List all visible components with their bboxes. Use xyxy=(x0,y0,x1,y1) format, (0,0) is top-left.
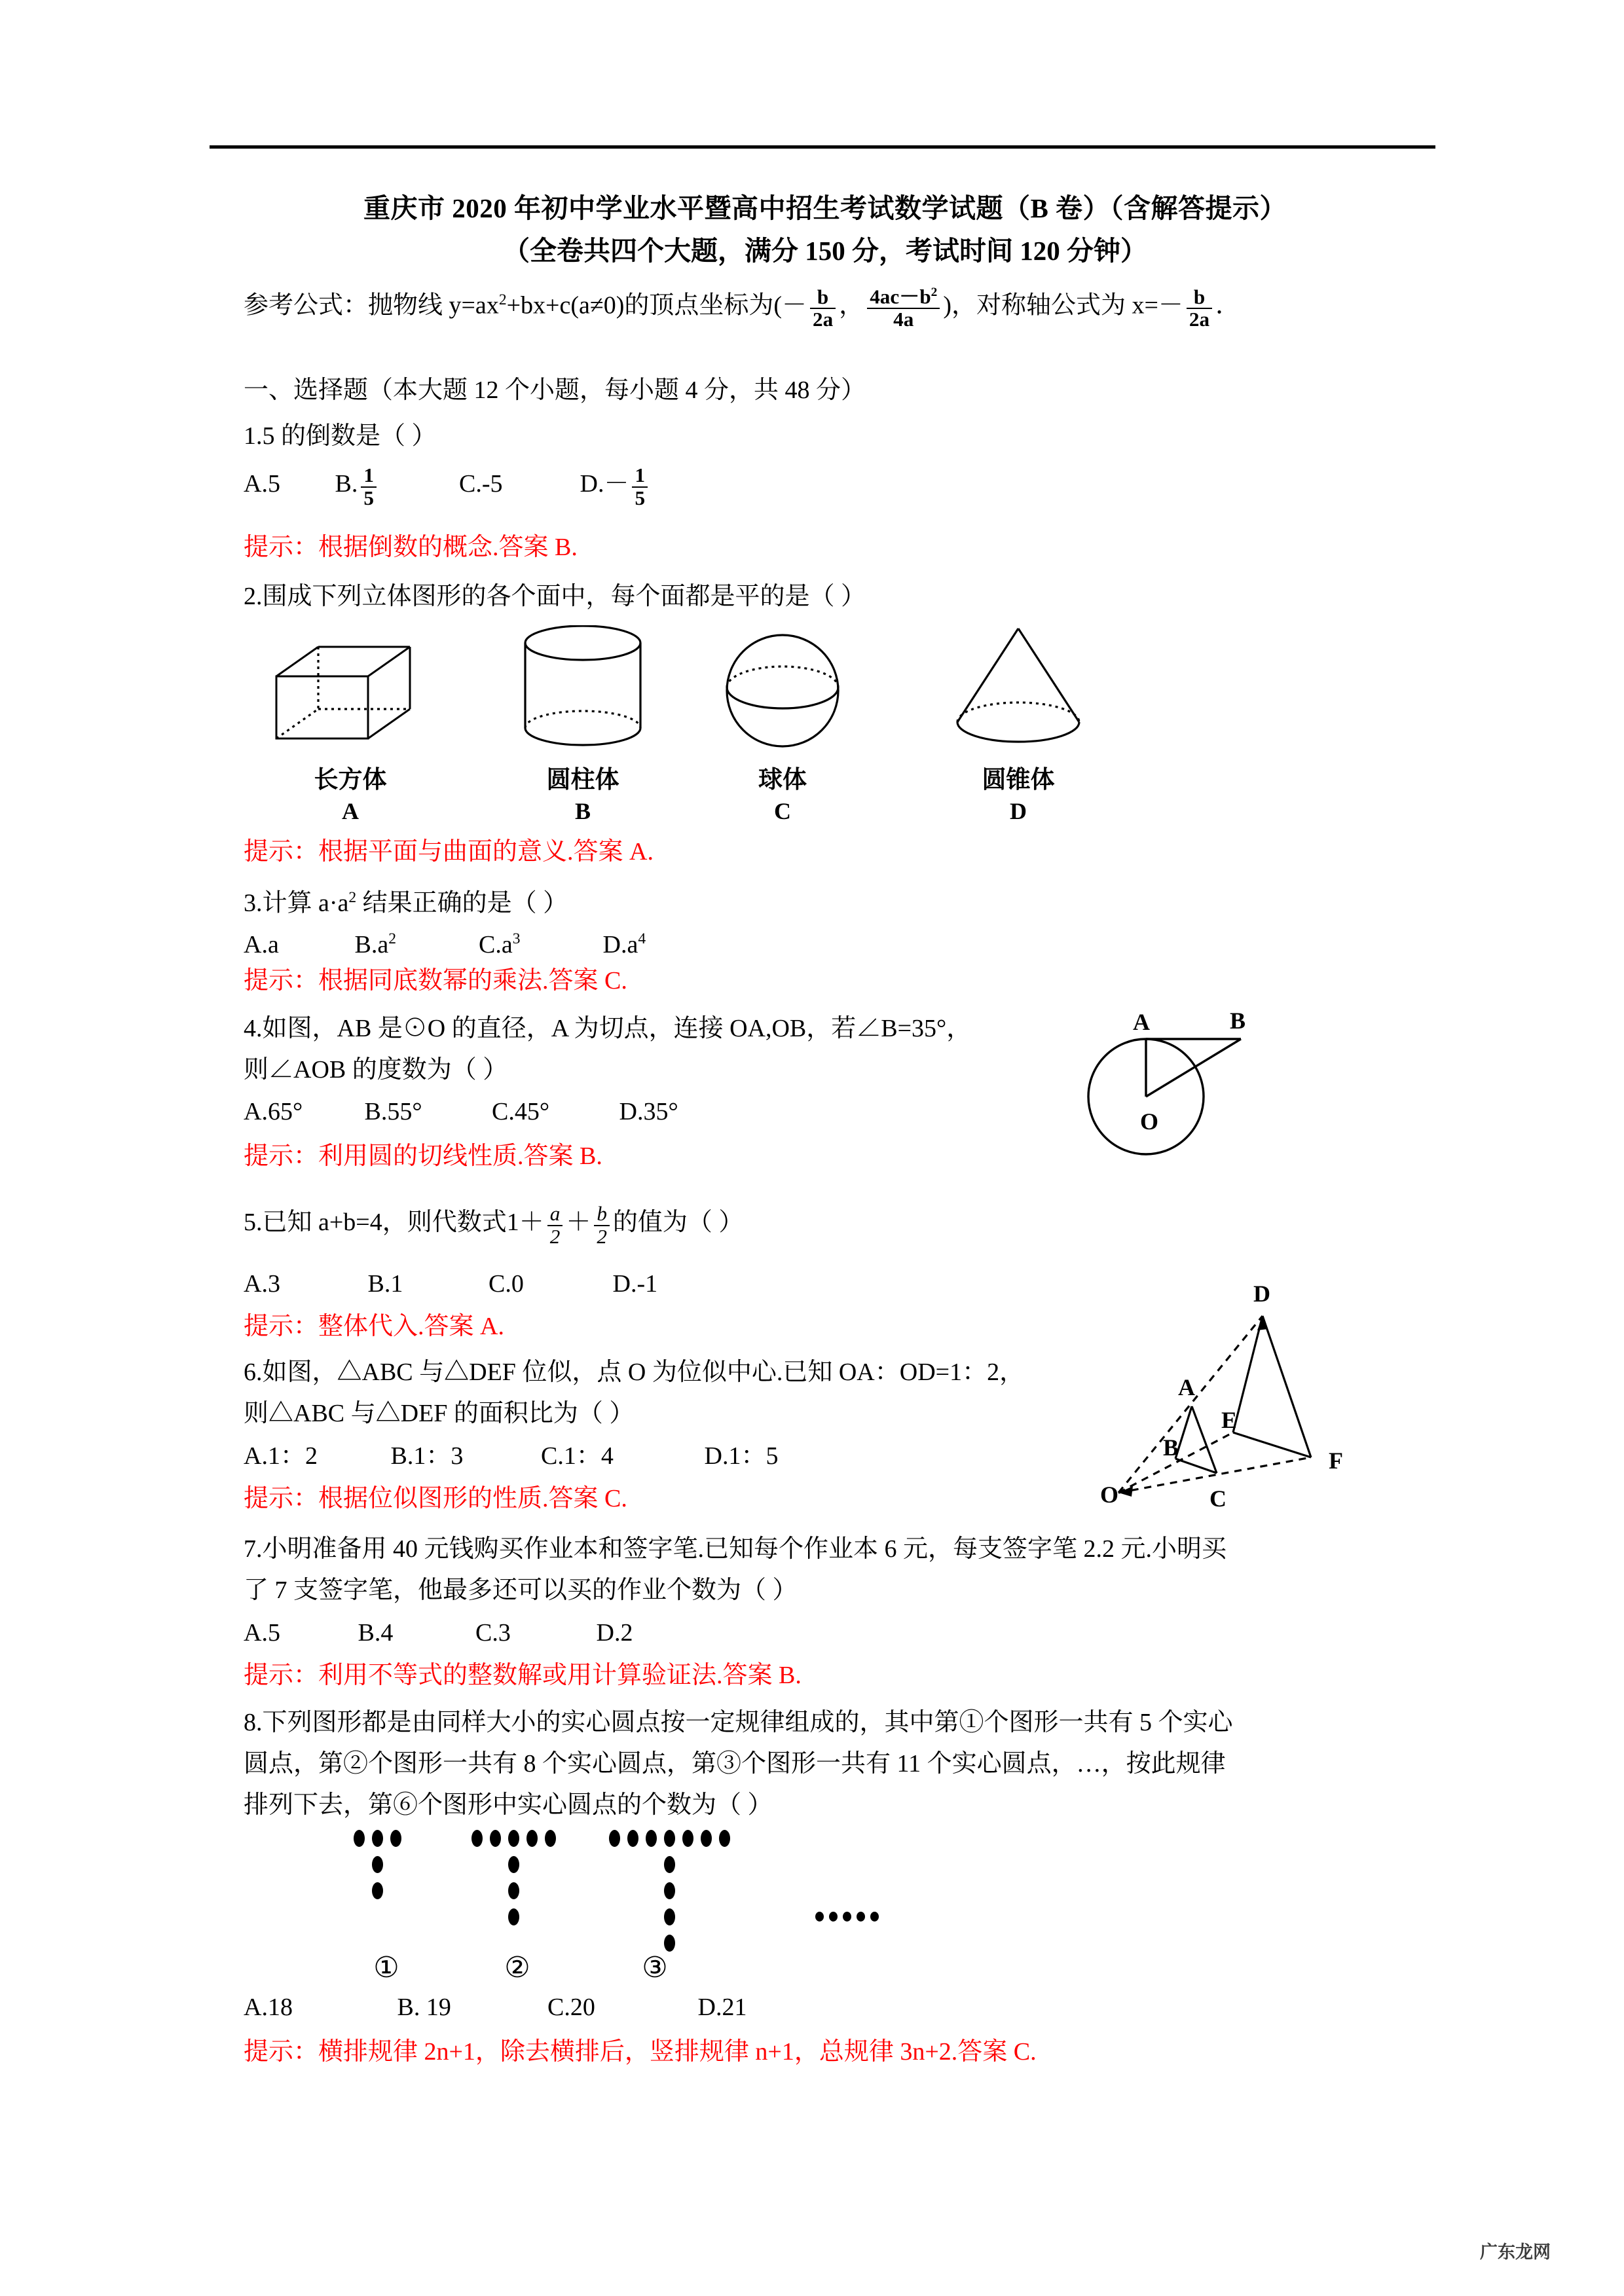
homothety-label-b: B xyxy=(1162,1434,1179,1461)
page-title: 重庆市 2020 年初中学业水平暨高中招生考试数学试题（B 卷）（含解答提示） xyxy=(363,193,1287,223)
option-a[interactable]: A.18 xyxy=(244,1994,293,2021)
homothety-label-e: E xyxy=(1221,1407,1237,1433)
question-3-stem: 3.计算 $a\cdot a^2$ 结果正确的是（ ） xyxy=(244,889,568,917)
cylinder-shape xyxy=(517,625,648,746)
formula-mid: )，对称轴公式为 x=－ xyxy=(943,291,1183,319)
fraction-numerator: b xyxy=(1193,285,1206,308)
option-b[interactable]: B.4 xyxy=(358,1619,394,1647)
option-b[interactable]: B.1：3 xyxy=(390,1442,464,1470)
question-1-hint: 提示：根据倒数的概念.答案 B. xyxy=(244,534,578,561)
option-d[interactable]: D.－ $\frac{1}{5}$ xyxy=(580,465,652,509)
option-a[interactable]: A.5 xyxy=(244,1619,280,1647)
option-a[interactable]: A.65° xyxy=(244,1098,303,1125)
option-c[interactable]: $C.a^3$ xyxy=(479,930,521,958)
cone-shape xyxy=(950,625,1087,750)
question-3-options xyxy=(244,922,646,962)
question-5-hint: 提示：整体代入.答案 A. xyxy=(244,1313,504,1340)
question-5-stem: 5.已知 a+b=4，则代数式1＋ $\frac{a}{2}$ ＋ $\frac{b}{2}$ 的值为（ ） xyxy=(244,1202,744,1248)
question-3-hint: 提示：根据同底数幂的乘法.答案 C. xyxy=(244,967,627,994)
question-6-options xyxy=(244,1439,778,1473)
question-7-stem-line1: 7.小明准备用 40 元钱购买作业本和签字笔.已知每个作业本 6 元，每支签字笔 2.2 元.小明买 xyxy=(244,1535,1227,1563)
reference-formula xyxy=(244,283,1449,331)
option-c[interactable]: C.1：4 xyxy=(541,1442,614,1470)
sphere-shape xyxy=(724,632,841,753)
question-4-stem-line1: 4.如图，AB 是⊙O 的直径，A 为切点，连接 OA,OB，若∠B=35°， xyxy=(244,1015,972,1042)
question-7-hint: 提示：利用不等式的整数解或用计算验证法.答案 B. xyxy=(244,1662,802,1689)
option-d[interactable]: D.-1 xyxy=(612,1270,658,1298)
fraction-denominator: 2a xyxy=(810,308,836,331)
fraction-numerator: b xyxy=(817,285,829,308)
shape-caption-cone: 圆锥体 xyxy=(982,767,1055,793)
homothety-label-c: C xyxy=(1209,1485,1227,1512)
page-subtitle: （全卷共四个大题，满分 150 分，考试时间 120 分钟） xyxy=(503,236,1147,266)
question-2-hint: 提示：根据平面与曲面的意义.答案 A. xyxy=(244,838,654,866)
fraction-denominator: 2a xyxy=(1187,308,1212,331)
question-1-stem: 1.5 的倒数是（ ） xyxy=(244,422,437,450)
dot-pattern-ellipsis xyxy=(815,1912,920,1931)
question-8-stem-line2: 圆点，第②个图形一共有 8 个实心圆点，第③个图形一共有 11 个实心圆点，…，按此规律 xyxy=(244,1750,1226,1777)
option-b[interactable]: B.1 xyxy=(367,1270,403,1298)
formula-tail: ． xyxy=(1215,291,1241,319)
formula-prefix: 参考公式：抛物线 y=ax xyxy=(244,291,499,319)
question-8-stem-line1: 8.下列图形都是由同样大小的实心圆点按一定规律组成的，其中第①个图形一共有 5 个实心 xyxy=(244,1709,1233,1736)
option-a[interactable]: A.1：2 xyxy=(244,1442,318,1470)
formula-fraction-2 xyxy=(867,286,940,331)
option-c[interactable]: C.3 xyxy=(475,1619,511,1647)
dot-figure-label-1: ① xyxy=(373,1952,399,1984)
homothety-label-o: O xyxy=(1099,1482,1118,1508)
option-c[interactable]: C.45° xyxy=(492,1098,550,1125)
question-7-options xyxy=(244,1616,633,1650)
option-c[interactable]: C.-5 xyxy=(459,469,503,498)
formula-comma: ， xyxy=(839,291,864,319)
option-b[interactable]: B. $\frac{1}{5}$ xyxy=(335,465,453,509)
question-8-stem-line3: 排列下去，第⑥个图形中实心圆点的个数为（ ） xyxy=(244,1791,773,1819)
watermark: 广东龙网 xyxy=(1480,2242,1551,2263)
option-d[interactable]: D.21 xyxy=(697,1994,747,2021)
cuboid-shape xyxy=(275,645,432,743)
question-2-stem: 2.围成下列立体图形的各个面中，每个面都是平的是（ ） xyxy=(244,583,866,610)
option-b[interactable]: $B.a^2$ xyxy=(354,930,396,958)
question-4-options xyxy=(244,1095,678,1129)
question-4-stem-line2: 则∠AOB 的度数为（ ） xyxy=(244,1056,508,1084)
homothety-label-d: D xyxy=(1253,1281,1270,1307)
question-5-options xyxy=(244,1267,657,1301)
option-a[interactable]: A.5 xyxy=(244,469,280,498)
option-a[interactable]: A.3 xyxy=(244,1270,280,1298)
q5-fraction-2: $\frac{b}{2}$ xyxy=(594,1203,610,1247)
fraction-numerator: $4ac-b^2$ xyxy=(870,285,938,308)
question-8-options xyxy=(244,1990,747,2024)
option-c[interactable]: C.20 xyxy=(547,1994,595,2021)
question-6-stem-line2: 则△ABC 与△DEF 的面积比为（ ） xyxy=(244,1400,635,1427)
option-d[interactable]: D.35° xyxy=(619,1098,678,1125)
dot-figure-label-2: ② xyxy=(504,1952,530,1984)
formula-fraction-3 xyxy=(1187,287,1212,331)
circle-label-b: B xyxy=(1229,1008,1246,1034)
question-1-options xyxy=(244,465,651,509)
header-divider xyxy=(210,145,1435,149)
option-d[interactable]: D.1：5 xyxy=(704,1442,779,1470)
circle-label-a: A xyxy=(1133,1009,1150,1035)
fraction-denominator: 4a xyxy=(867,308,940,331)
shape-label-b: B xyxy=(574,798,591,824)
question-6-stem-line1: 6.如图，△ABC 与△DEF 位似，点 O 为位似中心.已知 OA：OD=1：2， xyxy=(244,1358,1025,1386)
question-6-hint: 提示：根据位似图形的性质.答案 C. xyxy=(244,1485,627,1512)
shape-label-c: C xyxy=(774,798,791,824)
section-heading: 一、选择题（本大题 12 个小题，每小题 4 分，共 48 分） xyxy=(244,376,866,404)
option-d[interactable]: $D.a^4$ xyxy=(602,930,646,958)
shape-caption-cuboid: 长方体 xyxy=(314,767,387,793)
option-d[interactable]: D.2 xyxy=(596,1619,633,1647)
question-4-hint: 提示：利用圆的切线性质.答案 B. xyxy=(244,1142,602,1170)
shape-label-d: D xyxy=(1010,798,1027,824)
homothety-label-f: F xyxy=(1329,1448,1343,1474)
formula-prefix-exponent: 2 xyxy=(498,291,507,308)
circle-label-o: O xyxy=(1139,1108,1158,1135)
shape-caption-cylinder: 圆柱体 xyxy=(546,767,619,793)
dot-figure-label-3: ③ xyxy=(642,1952,668,1984)
option-b[interactable]: B. 19 xyxy=(397,1994,451,2021)
option-c[interactable]: C.0 xyxy=(489,1270,524,1298)
option-b[interactable]: B.55° xyxy=(364,1098,422,1125)
formula-fraction-1 xyxy=(810,287,836,331)
shape-caption-sphere: 球体 xyxy=(758,767,807,793)
option-a[interactable]: A.a xyxy=(244,930,279,958)
option-d-fraction: $\frac{1}{5}$ xyxy=(632,465,648,509)
q5-fraction-1: $\frac{a}{2}$ xyxy=(547,1203,563,1247)
option-b-fraction: $\frac{1}{5}$ xyxy=(361,465,377,509)
question-8-hint: 提示：横排规律 2n+1，除去横排后，竖排规律 n+1，总规律 3n+2.答案 C. xyxy=(244,2038,1037,2066)
homothety-label-a: A xyxy=(1178,1374,1195,1400)
question-7-stem-line2: 了 7 支签字笔，他最多还可以买的作业个数为（ ） xyxy=(244,1576,798,1604)
exponent: 2 xyxy=(348,889,357,906)
shape-label-a: A xyxy=(342,798,359,824)
formula-prefix2: +bx+c(a≠0)的顶点坐标为(－ xyxy=(506,291,807,319)
